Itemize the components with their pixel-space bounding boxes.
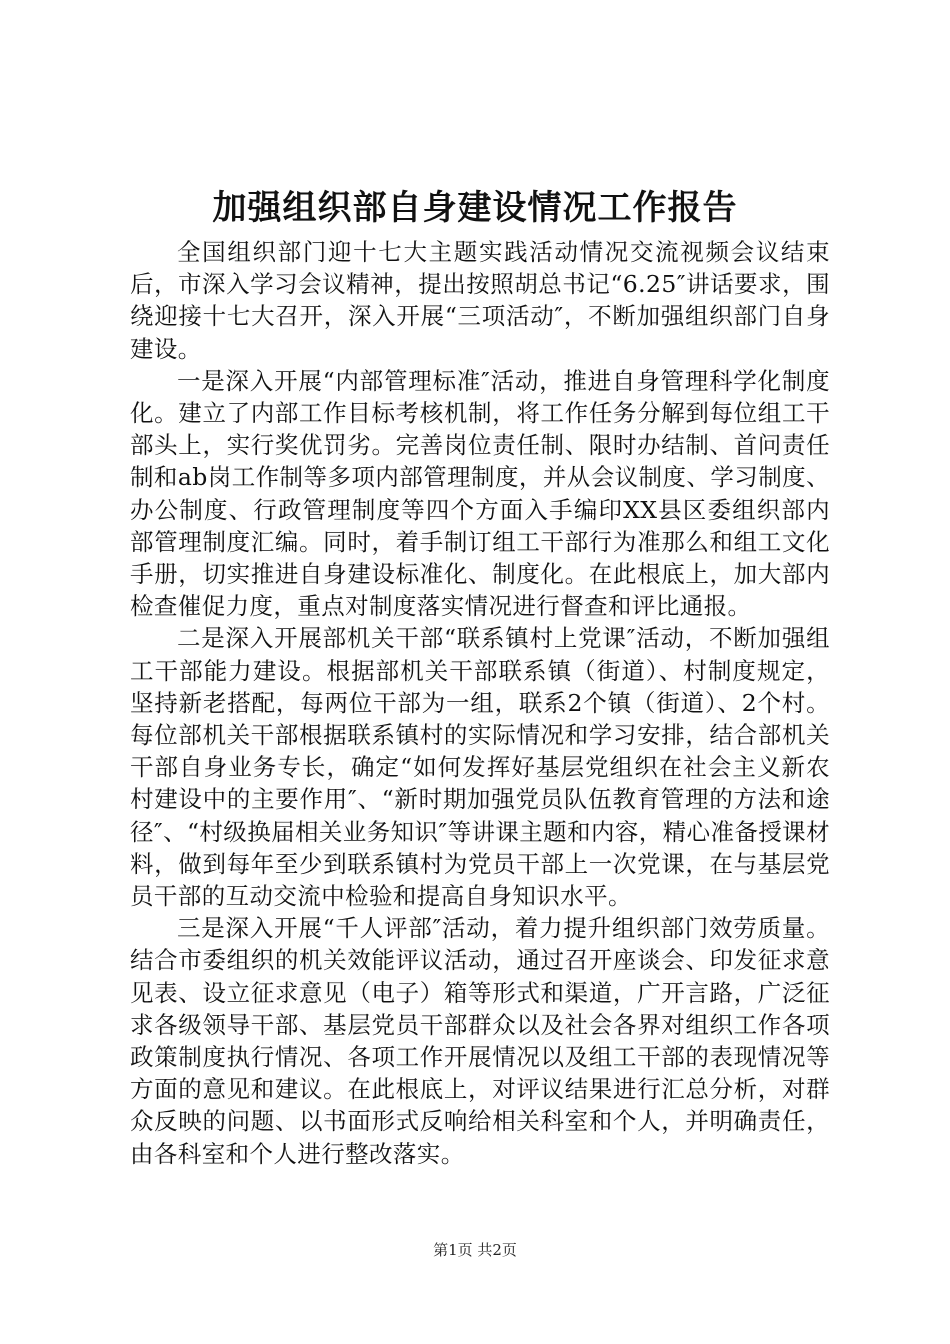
page-number-footer: 第1页 共2页 <box>433 1241 517 1259</box>
paragraph-second-activity: 二是深入开展部机关干部“联系镇村上党课″活动，不断加强组工干部能力建设。根据部机关干部联系镇（街道）、村制度规定，坚持新老搭配，每两位干部为一组，联系2个镇（街道）、2个村。每位部机关干部根据联系镇村的实际情况和学习安排，结合部机关干部自身业务专长，确定“如何发挥好基层党组织在社会主义新农村建设中的主要作用″、“新时期加强党员队伍教育管理的方法和途径″、“村级换届相关业务知识″等讲课主题和内容，精心准备授课材料，做到每年至少到联系镇村为党员干部上一次党课，在与基层党员干部的互动交流中检验和提高自身知识水平。 <box>130 624 830 911</box>
document-body <box>130 236 830 1170</box>
paragraph-intro: 全国组织部门迎十七大主题实践活动情况交流视频会议结束后，市深入学习会议精神，提出按照胡总书记“6.25″讲话要求，围绕迎接十七大召开，深入开展“三项活动″，不断加强组织部门自身建设。 <box>130 238 830 363</box>
paragraph-first-activity: 一是深入开展“内部管理标准″活动，推进自身管理科学化制度化。建立了内部工作目标考核机制，将工作任务分解到每位组工干部头上，实行奖优罚劣。完善岗位责任制、限时办结制、首问责任制和ab岗工作制等多项内部管理制度，并从会议制度、学习制度、办公制度、行政管理制度等四个方面入手编印XX县区委组织部内部管理制度汇编。同时，着手制订组工干部行为准那么和组工文化手册，切实推进自身建设标准化、制度化。在此根底上，加大部内检查催促力度，重点对制度落实情况进行督查和评比通报。 <box>130 366 830 621</box>
paragraph-third-activity: 三是深入开展“千人评部″活动，着力提升组织部门效劳质量。结合市委组织的机关效能评议活动，通过召开座谈会、印发征求意见表、设立征求意见（电子）箱等形式和渠道，广开言路，广泛征求各级领导干部、基层党员干部群众以及社会各界对组织工作各项政策制度执行情况、各项工作开展情况以及组工干部的表现情况等方面的意见和建议。在此根底上，对评议结果进行汇总分析，对群众反映的问题、以书面形式反响给相关科室和个人，并明确责任，由各科室和个人进行整改落实。 <box>130 914 830 1168</box>
document-title: 加强组织部自身建设情况工作报告 <box>212 188 738 228</box>
